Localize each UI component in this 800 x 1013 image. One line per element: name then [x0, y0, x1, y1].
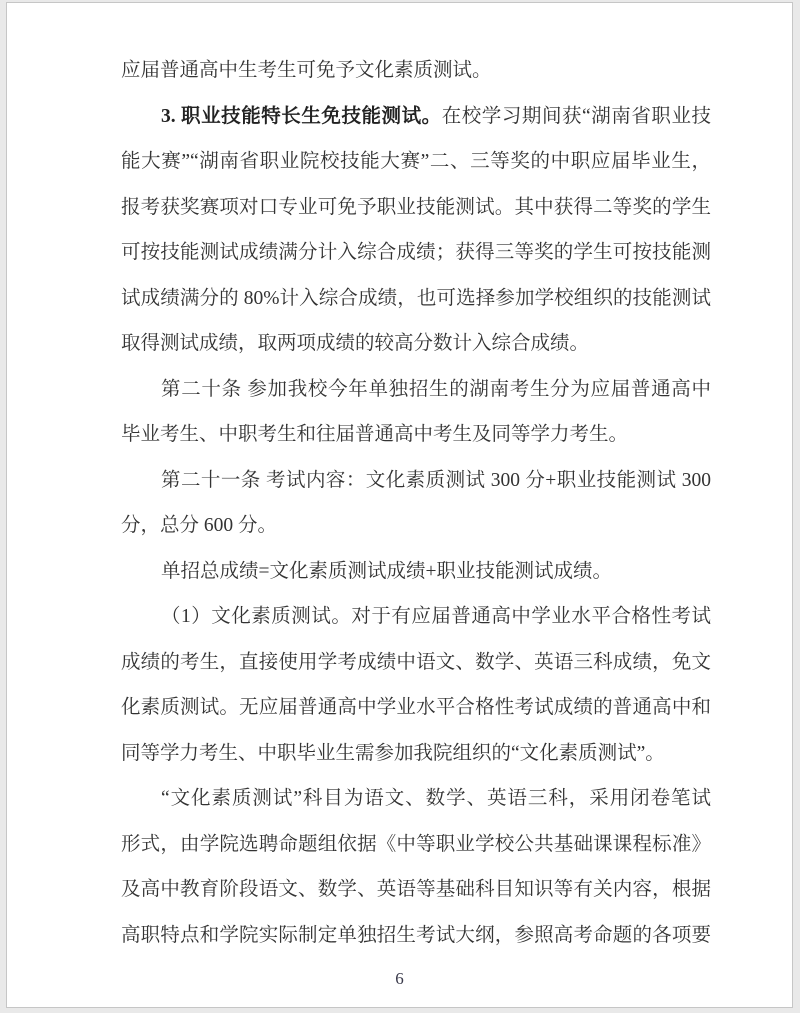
- text-line: [121, 594, 711, 640]
- text-line: [121, 139, 711, 185]
- text-segment: 取得测试成绩，取两项成绩的较高分数计入综合成绩。: [121, 333, 590, 354]
- text-line: [121, 230, 711, 276]
- text-line: [121, 867, 711, 913]
- text-segment: 单招总成绩=文化素质测试成绩+职业技能测试成绩。: [161, 560, 612, 582]
- text-segment: 在校学习期间获“湖南省职业技: [441, 105, 711, 127]
- text-segment: 能大赛”“湖南省职业院校技能大赛”二、三等奖的中职应届毕业生，: [121, 151, 711, 172]
- text-segment: 化素质测试。无应届普通高中学业水平合格性考试成绩的普通高中和: [121, 697, 711, 718]
- text-line: [121, 412, 711, 458]
- text-segment: 第二十条 参加我校今年单独招生的湖南考生分为应届普通高中: [161, 378, 711, 400]
- text-line: [121, 367, 711, 413]
- text-line: [121, 276, 711, 322]
- text-line: [121, 48, 711, 94]
- text-segment: 毕业考生、中职考生和往届普通高中考生及同等学力考生。: [121, 424, 629, 445]
- text-segment: 报考获奖赛项对口专业可免予职业技能测试。其中获得二等奖的学生: [121, 196, 711, 218]
- page-number: 6: [395, 969, 404, 988]
- text-segment: 高职特点和学院实际制定单独招生考试大纲，参照高考命题的各项要: [121, 924, 711, 946]
- document-text: [121, 48, 711, 958]
- bold-text-segment: 3. 职业技能特长生免技能测试。: [161, 105, 442, 127]
- text-segment: “文化素质测试”科目为语文、数学、英语三科，采用闭卷笔试: [161, 788, 711, 809]
- text-segment: 分，总分 600 分。: [121, 515, 278, 536]
- text-segment: 同等学力考生、中职毕业生需参加我院组织的“文化素质测试”。: [121, 742, 665, 764]
- text-segment: 形式，由学院选聘命题组依据《中等职业学校公共基础课课程标准》: [121, 833, 711, 855]
- text-line: [121, 458, 711, 504]
- text-line: [121, 503, 711, 549]
- text-line: [121, 913, 711, 959]
- text-line: [121, 321, 711, 367]
- text-line: [121, 94, 711, 140]
- text-line: [121, 731, 711, 777]
- text-segment: 可按技能测试成绩满分计入综合成绩；获得三等奖的学生可按技能测: [121, 242, 711, 263]
- text-line: [121, 822, 711, 868]
- text-line: [121, 549, 711, 595]
- text-line: [121, 185, 711, 231]
- document-page: [6, 2, 793, 1008]
- text-line: [121, 776, 711, 822]
- text-segment: 应届普通高中生考生可免予文化素质测试。: [121, 60, 492, 81]
- text-line: [121, 685, 711, 731]
- text-segment: 第二十一条 考试内容：文化素质测试 300 分+职业技能测试 300: [161, 469, 711, 491]
- text-segment: 及高中教育阶段语文、数学、英语等基础科目知识等有关内容，根据: [121, 879, 711, 900]
- text-segment: 成绩的考生，直接使用学考成绩中语文、数学、英语三科成绩，免文: [121, 651, 711, 673]
- text-line: [121, 640, 711, 686]
- text-segment: 试成绩满分的 80%计入综合成绩，也可选择参加学校组织的技能测试: [121, 287, 711, 309]
- text-segment: （1）文化素质测试。对于有应届普通高中学业水平合格性考试: [161, 606, 711, 627]
